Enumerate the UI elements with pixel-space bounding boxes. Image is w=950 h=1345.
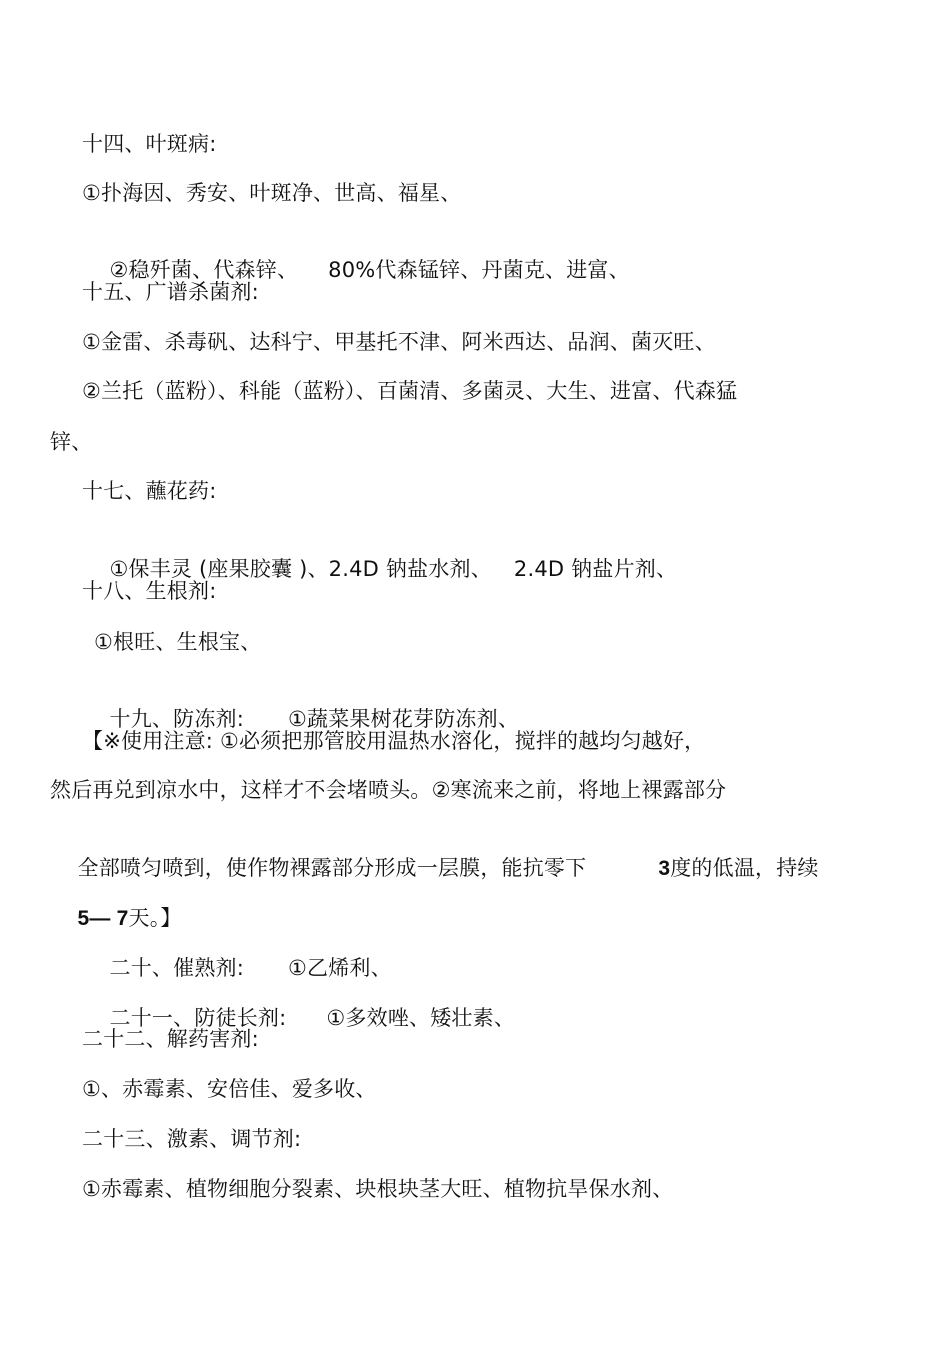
heading-22: 二十二、解药害剂: — [82, 1027, 259, 1051]
text-line: ①根旺、生根宝、 — [94, 630, 262, 654]
heading-15: 十五、广谱杀菌剂: — [82, 280, 259, 304]
number-segment: 3 — [658, 857, 671, 880]
text-segment: ②稳歼菌、代森锌、 — [109, 258, 299, 282]
text-line: ①赤霉素、植物细胞分裂素、块根块茎大旺、植物抗旱保水剂、 — [82, 1177, 674, 1201]
text-segment: 80%代森锰锌、丹菌克、进富、 — [328, 258, 630, 282]
heading-17: 十七、蘸花药: — [82, 479, 217, 503]
text-line: ②兰托（蓝粉）、科能（蓝粉）、百菌清、多菌灵、大生、进富、代森猛 — [82, 379, 738, 403]
note-line: 然后再兑到凉水中，这样才不会堵喷头。②寒流来之前，将地上裸露部分 — [50, 778, 727, 802]
text-segment: ①乙烯利、 — [288, 956, 392, 980]
heading-23: 二十三、激素、调节剂: — [82, 1127, 302, 1151]
text-segment: 度的低温，持续 — [670, 856, 819, 880]
text-line: 锌、 — [50, 430, 93, 454]
text-segment: 天。】 — [128, 906, 182, 930]
text-line: ①、赤霉素、安倍佳、爱多收、 — [82, 1077, 377, 1101]
text-segment: 2.4D 钠盐片剂、 — [513, 557, 678, 581]
text-segment: ①蔬菜果树花芽防冻剂、 — [288, 707, 520, 731]
number-segment: 5— 7 — [77, 907, 129, 930]
heading-18: 十八、生根剂: — [82, 579, 217, 603]
heading-20: 二十、催熟剂: — [109, 956, 244, 980]
note-line: 【※使用注意: ①必须把那管胶用温热水溶化，搅拌的越均匀越好， — [82, 729, 706, 753]
text-line: ①扑海因、秀安、叶斑净、世高、福星、 — [82, 181, 462, 205]
heading-19: 十九、防冻剂: — [109, 707, 244, 731]
text-segment: ①多效唑、矮壮素、 — [326, 1006, 516, 1030]
heading-21: 二十一、防徒长剂: — [109, 1006, 287, 1030]
text-segment: ①保丰灵 (座果胶囊 )、2.4D 钠盐水剂、 — [109, 557, 492, 581]
text-segment: 全部喷匀喷到，使作物裸露部分形成一层膜，能抗零下 — [77, 856, 587, 880]
text-line: ①金雷、杀毒矾、达科宁、甲基托不津、阿米西达、品润、菌灭旺、 — [82, 330, 716, 354]
heading-14: 十四、叶斑病: — [82, 132, 217, 156]
